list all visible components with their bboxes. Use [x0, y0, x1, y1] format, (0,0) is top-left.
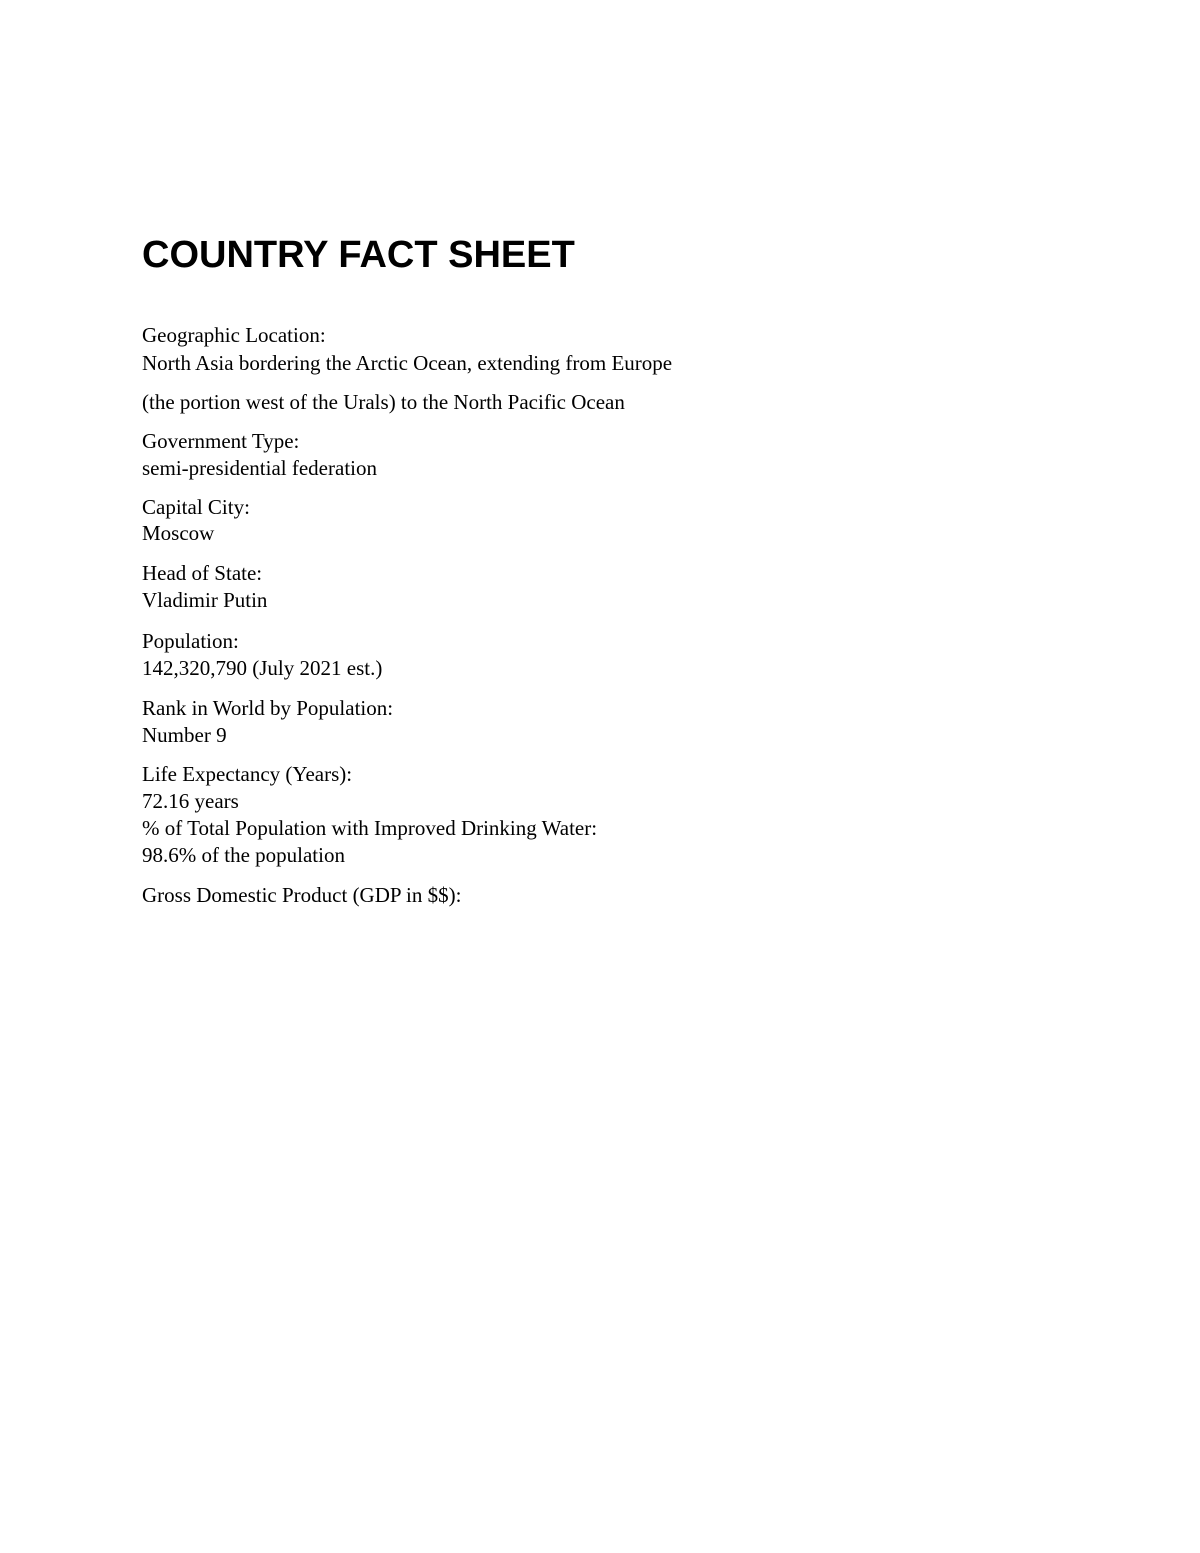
head-of-state-label: Head of State: [142, 561, 263, 585]
drinking-water-label: % of Total Population with Improved Drinking Water: [142, 816, 598, 840]
geographic-location-value-line-2: (the portion west of the Urals) to the North Pacific Ocean [142, 390, 625, 414]
population-rank-label: Rank in World by Population: [142, 696, 394, 720]
capital-city-value: Moscow [142, 521, 215, 545]
capital-city-label: Capital City: [142, 495, 250, 519]
geographic-location-label: Geographic Location: [142, 323, 326, 347]
head-of-state-value: Vladimir Putin [142, 588, 268, 612]
government-type-value: semi-presidential federation [142, 456, 377, 480]
drinking-water-value: 98.6% of the population [142, 843, 345, 867]
gdp-label: Gross Domestic Product (GDP in $$): [142, 883, 462, 907]
population-value: 142,320,790 (July 2021 est.) [142, 656, 383, 680]
government-type-label: Government Type: [142, 429, 300, 453]
geographic-location-value-line-1: North Asia bordering the Arctic Ocean, extending from Europe [142, 351, 673, 375]
life-expectancy-label: Life Expectancy (Years): [142, 762, 353, 786]
population-label: Population: [142, 629, 239, 653]
population-rank-value: Number 9 [142, 723, 227, 747]
life-expectancy-value: 72.16 years [142, 789, 239, 813]
page-title: COUNTRY FACT SHEET [142, 234, 575, 276]
